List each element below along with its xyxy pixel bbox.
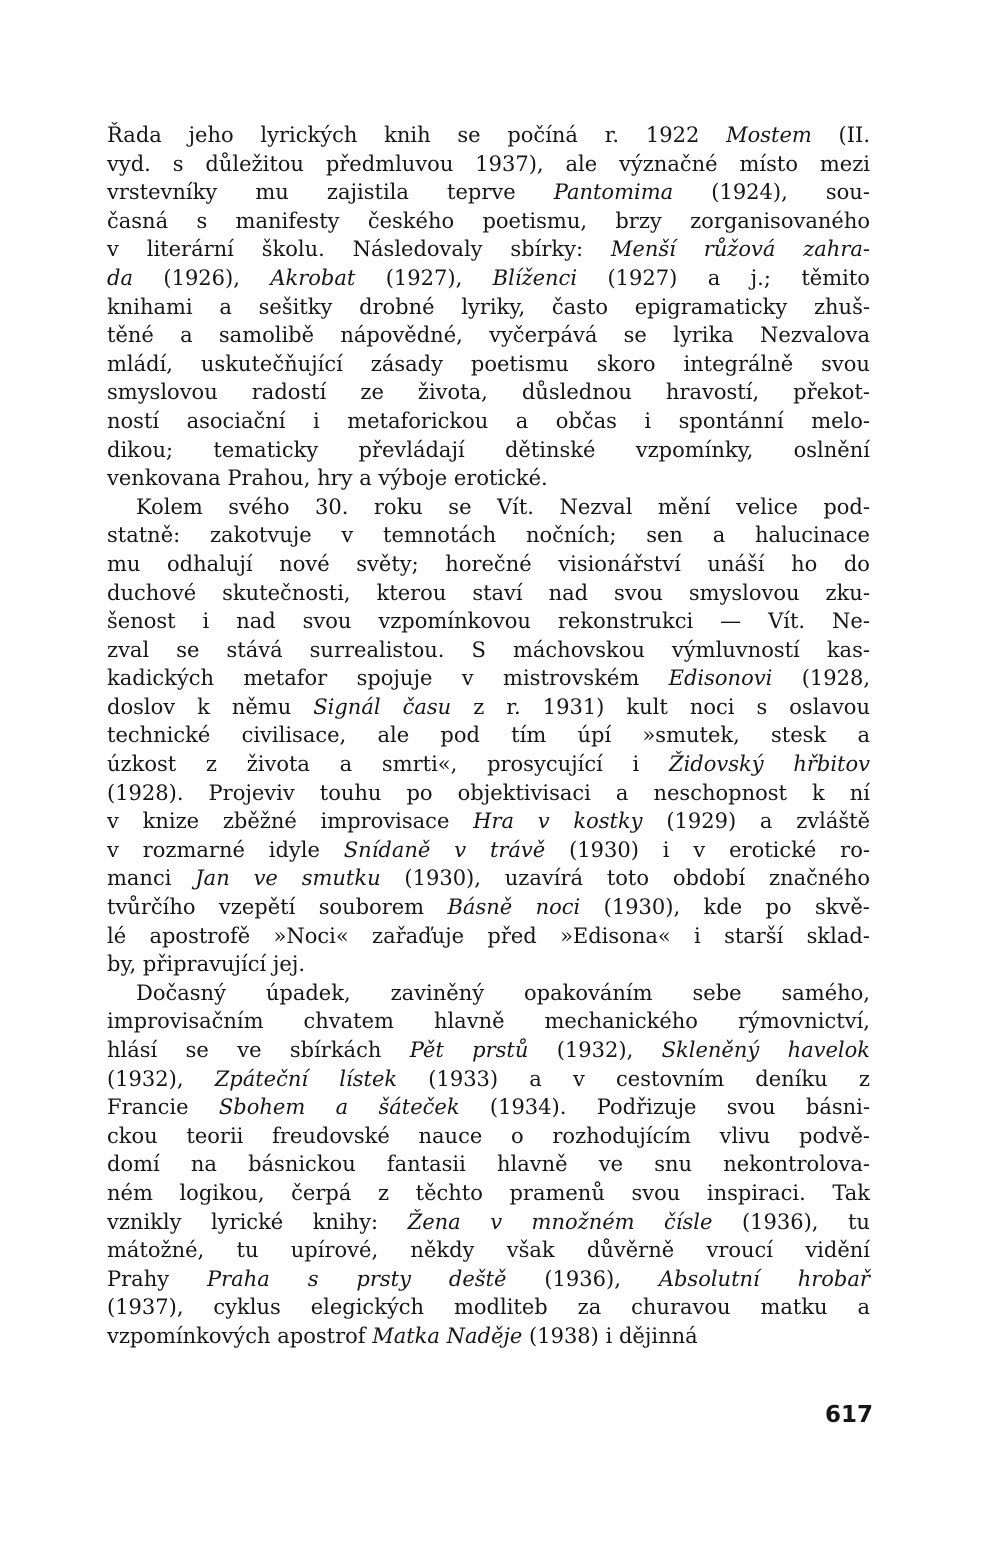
text-line: zval se stává surrealistou. S máchovskou výmluvností kas- (107, 637, 870, 662)
text-line: těné a samolibě nápovědné, vyčerpává se lyrika Nezvalova (107, 323, 870, 348)
text-line: domí na básnickou fantasii hlavně ve snu nekontrolova- (107, 1152, 871, 1177)
text-line: mátožné, tu upírové, někdy však důvěrně vroucí vidění (107, 1238, 871, 1263)
text-line: vyd. s důležitou předmluvou 1937), ale význačné místo mezi (107, 151, 870, 176)
text-line: hlásí se ve sbírkách Pět prstů (1932), Skleněný havelok (107, 1038, 871, 1062)
text-line: tvůrčího vzepětí souborem Básně noci (1930), kde po skvě- (107, 895, 870, 920)
text-line: improvisačním chvatem hlavně mechanického rýmovnictví, (107, 1009, 870, 1034)
text-line: technické civilisace, ale pod tím úpí »smutek, stesk a (107, 723, 870, 748)
paragraph (107, 121, 870, 493)
text-line: lé apostrofě »Noci« zařaďuje před »Edisona« i starší sklad- (107, 923, 870, 948)
text-line: ckou teorii freudovské nauce o rozhodujícím vlivu podvě- (107, 1123, 870, 1148)
text-line: manci Jan ve smutku (1930), uzavírá toto období značného (107, 866, 871, 891)
text-line: v knize zběžné improvisace Hra v kostky (1929) a zvláště (107, 809, 870, 834)
text-line: vznikly lyrické knihy: Žena v množném čísle (1936), tu (107, 1209, 870, 1234)
text-line: úzkost z života a smrti«, prosycující i Židovský hřbitov (107, 752, 870, 777)
text-line: vrstevníky mu zajistila teprve Pantomima (1924), sou- (107, 180, 870, 205)
text-line: (1937), cyklus elegických modliteb za churavou matku a (107, 1295, 871, 1320)
text-line: v rozmarné idyle Snídaně v trávě (1930) i v erotické ro- (107, 837, 870, 862)
text-line: mu odhalují nové světy; horečné visionářství unáší ho do (107, 551, 870, 576)
text-line: v literární školu. Následovaly sbírky: Menší růžová zahra- (107, 237, 870, 262)
text-line: knihami a sešitky drobné lyriky, často epigramaticky zhuš- (107, 294, 870, 319)
text-line: ném logikou, čerpá z těchto pramenů svou inspiraci. Tak (107, 1180, 870, 1205)
text-line: Dočasný úpadek, zaviněný opakováním sebe samého, (136, 980, 870, 1005)
text-line: duchové skutečnosti, kterou staví nad svou smyslovou zku- (107, 580, 870, 605)
text-line: doslov k němu Signál času z r. 1931) kult noci s oslavou (107, 694, 870, 719)
paragraph (107, 493, 870, 979)
text-line: venkovana Prahou, hry a výboje erotické. (107, 466, 548, 491)
text-line: Řada jeho lyrických knih se počíná r. 1922 Mostem (II. (107, 123, 870, 147)
text-line: statně: zakotvuje v temnotách nočních; sen a halucinace (107, 523, 870, 548)
text-line: ností asociační i metaforickou a občas i spontánní melo- (107, 408, 870, 433)
text-line: šenost i nad svou vzpomínkovou rekonstrukci — Vít. Ne- (107, 609, 870, 634)
text-line: by, připravující jej. (107, 952, 306, 977)
text-line: Francie Sbohem a šáteček (1934). Podřizuje svou básni- (107, 1095, 870, 1120)
text-line: mládí, uskutečňující zásady poetismu skoro integrálně svou (107, 351, 870, 376)
text-line: smyslovou radostí ze života, důslednou hravostí, překot- (107, 380, 870, 405)
body-text (107, 121, 870, 1351)
text-line: (1932), Zpáteční lístek (1933) a v cestovním deníku z (107, 1066, 870, 1091)
text-line: da (1926), Akrobat (1927), Blíženci (1927) a j.; těmito (107, 265, 870, 290)
text-line: Prahy Praha s prsty deště (1936), Absolutní hrobař (107, 1266, 870, 1291)
text-line: kadických metafor spojuje v mistrovském Edisonovi (1928, (107, 666, 870, 691)
text-line: dikou; tematicky převládají dětinské vzpomínky, oslnění (107, 437, 870, 462)
text-line: časná s manifesty českého poetismu, brzy zorganisovaného (107, 208, 870, 233)
paragraph (107, 979, 870, 1351)
text-line: vzpomínkových apostrof Matka Naděje (1938) i dějinná (107, 1323, 698, 1348)
text-line: Kolem svého 30. roku se Vít. Nezval mění velice pod- (136, 494, 870, 519)
page-number: 617 (824, 1402, 873, 1428)
text-line: (1928). Projeviv touhu po objektivisaci a neschopnost k ní (107, 780, 871, 805)
